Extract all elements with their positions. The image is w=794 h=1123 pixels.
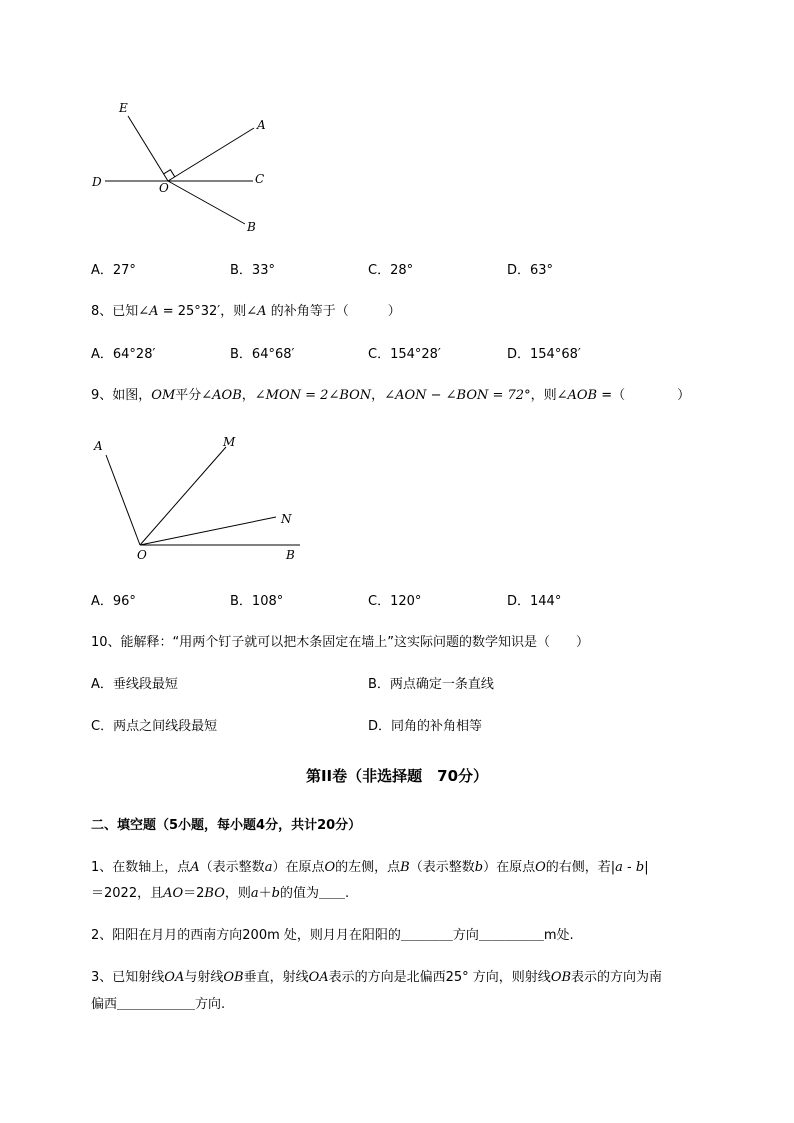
q10-option-d[interactable]: D．同角的补角相等 [368,719,483,734]
q8-option-a[interactable]: A．64°28′ [91,347,156,362]
q8-text: ，则 [220,304,247,319]
fill1-var: O [324,860,336,875]
q9-text: ， [241,388,255,403]
q10-option-b[interactable]: B．两点确定一条直线 [368,677,494,692]
q8-option-c[interactable]: C．154°28′ [368,347,441,362]
fill3-var: OB [550,970,572,985]
fill3-text: 垂直，射线 [243,970,309,985]
fill1-line-1 [91,858,649,878]
fill1-text: ）在原点 [272,860,325,875]
ray-oe [128,116,168,181]
ray-oa [168,128,254,181]
q9-ray: OM [151,388,176,403]
fill1-var: B [400,860,410,875]
label-a: A [257,118,266,132]
fill3-line-2: 偏西＿＿＿＿＿＿方向. [91,997,226,1012]
figure-2-angle-diagram [85,430,310,565]
label-o: O [137,548,147,562]
q8-option-b[interactable]: B．64°68′ [230,347,295,362]
label-b: B [286,548,295,562]
q8-angle: ∠A [138,304,159,319]
fill1-text: ＝2022，且 [91,886,164,901]
q9-angle: ∠AOB [556,388,598,403]
q8-text: 的补角等于（ ） [266,304,401,319]
fill1-text: - [622,860,636,875]
fill1-var: O [535,860,546,875]
fill3-text: 3、已知射线 [91,970,165,985]
fill3-var: OA [164,970,185,985]
q9-option-d[interactable]: D．144° [507,594,562,609]
fill1-text: ）在原点 [483,860,536,875]
fill1-text: 的左侧，点 [335,860,401,875]
q9-option-c[interactable]: C．120° [368,594,422,609]
q9-text: =（ ） [597,388,691,403]
q9-text: 平分 [175,388,202,403]
fill1-line-2 [91,884,349,904]
fill1-var: b [271,886,280,901]
fill3-text: 表示的方向为南 [571,970,663,985]
fill1-var: BO [204,886,225,901]
q7-option-a[interactable]: A．27° [91,263,136,278]
fill1-var: b [474,860,484,875]
section-title: 第II卷（非选择题 70分） [305,767,489,785]
q8-question [91,302,401,322]
fill1-var: A [190,860,200,875]
q9-option-b[interactable]: B．108° [230,594,284,609]
q10-option-c[interactable]: C．两点之间线段最短 [91,719,218,734]
fill3-text: 表示的方向是北偏西25° 方向，则射线 [328,970,551,985]
q7-option-c[interactable]: C．28° [368,263,414,278]
q9-condition: ∠AON − ∠BON = 72° [384,388,531,403]
fill1-text: （表示整数 [199,860,265,875]
fill1-var: a [264,860,273,875]
fill3-var: OA [308,970,329,985]
fill3-text: 与射线 [184,970,224,985]
label-n: N [281,512,292,526]
q10-option-a[interactable]: A．垂线段最短 [91,677,178,692]
fill1-text: 的右侧，若| [545,860,616,875]
label-e: E [119,101,128,115]
fill1-text: 1、在数轴上，点 [91,860,191,875]
q7-option-b[interactable]: B．33° [230,263,275,278]
label-b: B [247,220,256,234]
q9-angle: ∠AOB [201,388,242,403]
q8-option-d[interactable]: D．154°68′ [507,347,581,362]
ray-ob [168,181,245,224]
q7-option-d[interactable]: D．63° [507,263,554,278]
figure-1-angle-diagram [85,95,285,240]
fill3-line-1 [91,968,662,988]
fill1-text: （表示整数 [409,860,475,875]
fill1-var: AO [163,886,184,901]
label-m: M [223,435,236,449]
fill1-text: | [644,860,649,875]
q8-angle: ∠A [246,304,267,319]
q9-text: 9、如图， [91,388,152,403]
fill1-var: a [250,886,259,901]
q8-text: 8、已知 [91,304,139,319]
fill1-var: b [635,860,645,875]
label-o: O [159,181,169,195]
fill1-text: 的值为＿＿. [280,886,350,901]
label-d: D [92,175,102,189]
q9-text: ， [371,388,385,403]
q9-option-a[interactable]: A．96° [91,594,136,609]
q9-question [91,386,690,406]
ray-oa [106,455,140,545]
fill2-question: 2、阳阳在月月的西南方向200m 处，则月月在阳阳的＿＿＿＿方向＿＿＿＿＿m处. [91,928,574,943]
label-a: A [94,439,103,453]
fill1-var: a [615,860,623,875]
fill1-text: ＝2 [183,886,205,901]
label-c: C [255,172,265,186]
fill1-text: ，则 [224,886,251,901]
q8-value: = 25°32′ [158,304,221,319]
fill3-var: OB [223,970,244,985]
q10-question: 10、能解释：“用两个钉子就可以把木条固定在墙上”这实际问题的数学知识是（ ） [91,635,590,650]
fill1-text: ＋ [258,886,272,901]
part-title: 二、填空题（5小题，每小题4分，共计20分） [91,818,362,833]
q9-condition: ∠MON = 2∠BON [254,388,372,403]
q9-text: ，则 [530,388,557,403]
